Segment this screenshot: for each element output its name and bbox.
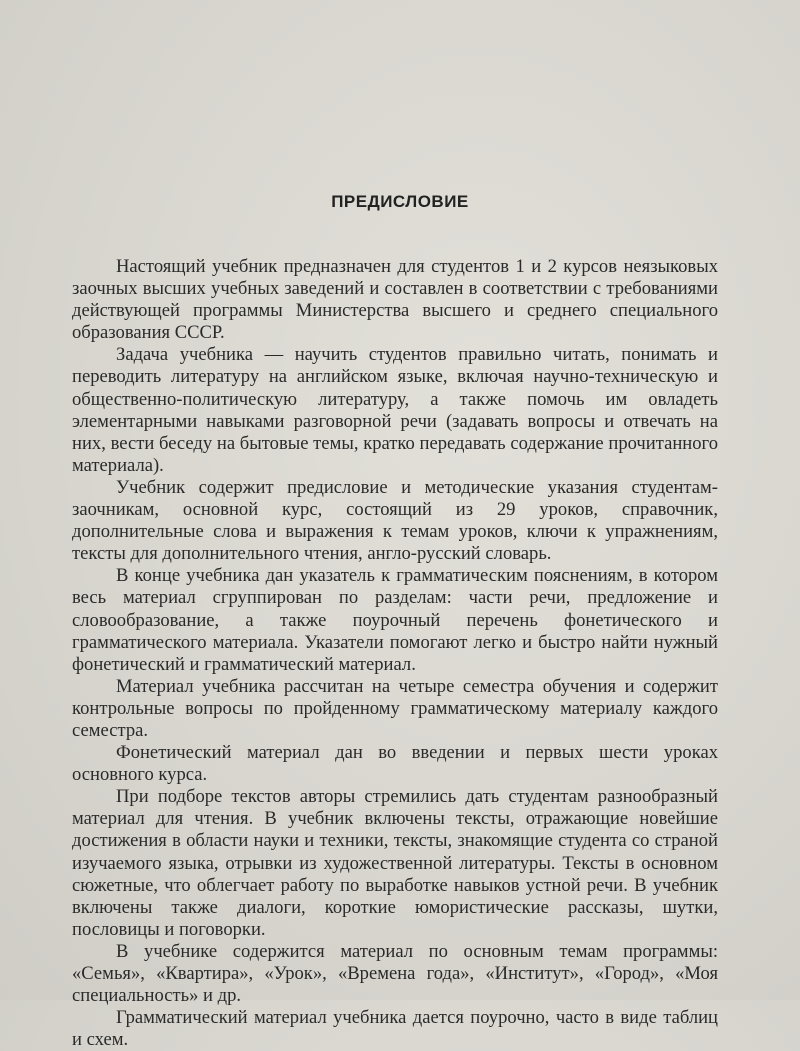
paragraph-goal: Задача учебника — научить студентов правильно читать, понимать и переводить литературу на английском языке, включая научно-техническую и общественно-политическую литературу, а также помочь им овладеть элементарными навыками разговорной речи (задавать вопросы и отвечать на них, вести беседу на бытовые темы, кратко передавать содержание прочитанного материала). (72, 344, 718, 476)
paragraph-grammar: Грамматический материал учебника дается поурочно, часто в виде таблиц и схем. (72, 1007, 718, 1051)
paragraph-phonetics: Фонетический материал дан во введении и первых шести уроках основного курса. (72, 742, 718, 786)
paragraph-semesters: Материал учебника рассчитан на четыре семестра обучения и содержит контрольные вопросы по пройденному грамматическому материалу каждого семестра. (72, 675, 718, 741)
page-title: ПРЕДИСЛОВИЕ (331, 192, 469, 211)
paragraph-contents: Учебник содержит предисловие и методические указания студентам-заочникам, основной курс, состоящий из 29 уроков, справочник, дополнительные слова и выражения к темам уроков, ключи к упражнениям, тексты для дополнительного чтения, англо-русский словарь. (72, 476, 718, 565)
paragraph-texts: При подборе текстов авторы стремились дать студентам разнообразный материал для чтения. В учебник включены тексты, отражающие новейшие достижения в области науки и техники, тексты, знакомящие студента со страной изучаемого языка, отрывки из художественной литературы. Тексты в основном сюжетные, что облегчает работу по выработке навыков устной речи. В учебник включены также диалоги, короткие юмористические рассказы, шутки, пословицы и поговорки. (72, 786, 718, 940)
body-text (72, 256, 718, 1051)
paragraph-topics: В учебнике содержится материал по основным темам программы: «Семья», «Квартира», «Урок», «Времена года», «Институт», «Город», «Моя специальность» и др. (72, 940, 718, 1007)
paragraph-purpose: Настоящий учебник предназначен для студентов 1 и 2 курсов неязыковых заочных высших учебных заведений и составлен в соответствии с требованиями действующей программы Министерства высшего и среднего специального образования СССР. (72, 256, 718, 344)
paragraph-index: В конце учебника дан указатель к грамматическим пояснениям, в котором весь материал сгруппирован по разделам: части речи, предложение и словообразование, а также поурочный перечень фонетического и грамматического материала. Указатели помогают легко и быстро найти нужный фонетический и грамматический материал. (72, 565, 718, 675)
